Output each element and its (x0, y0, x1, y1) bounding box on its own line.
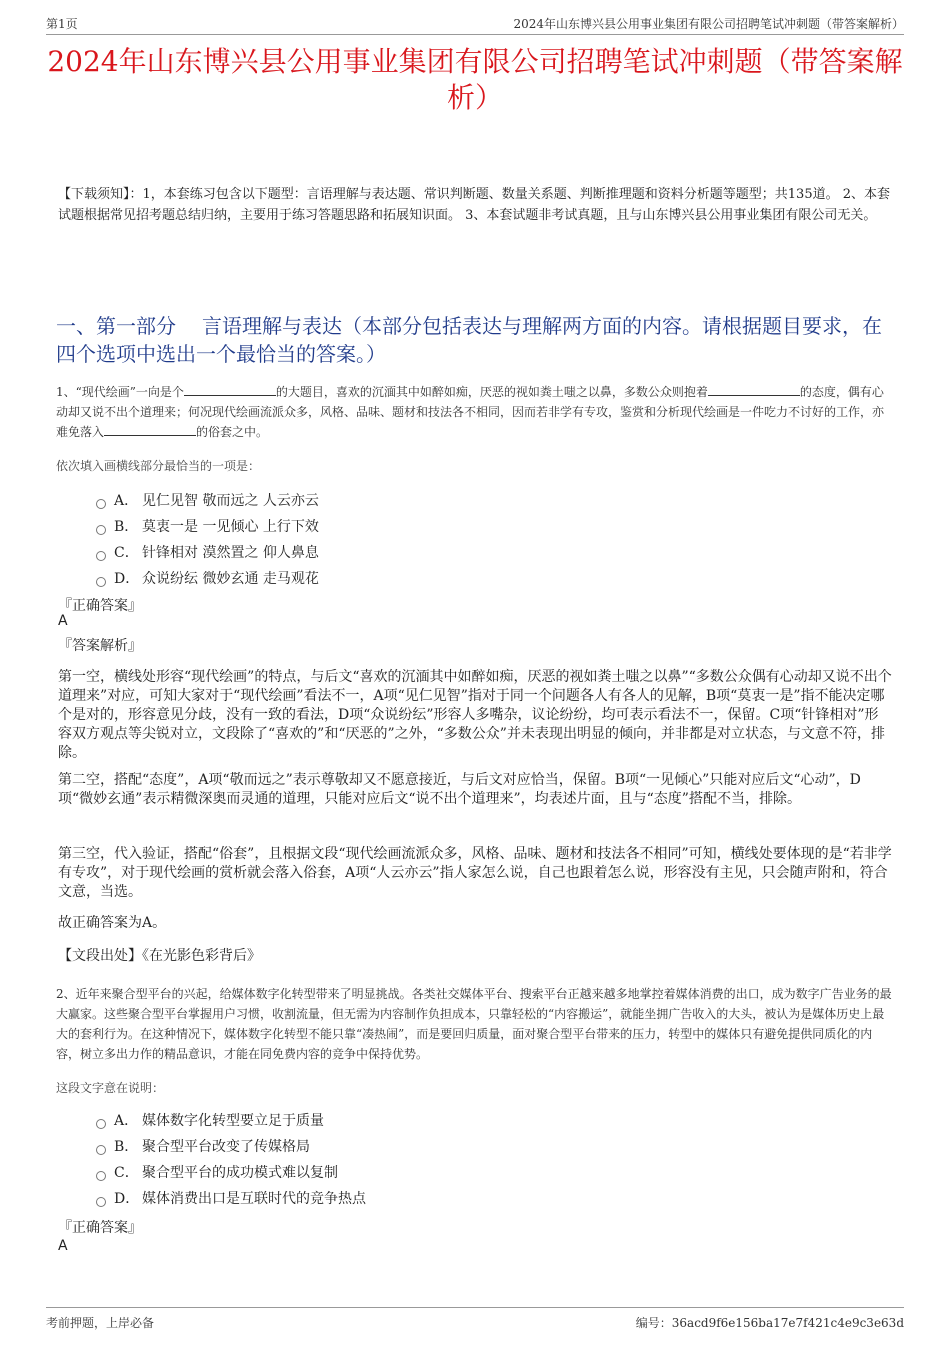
radio-icon[interactable] (96, 1171, 106, 1181)
blank-line (184, 383, 276, 396)
answer-value: A (58, 1238, 68, 1254)
source-line (58, 947, 892, 966)
q1-seg3: 的态度，偶有心动却又说不出个道理来；何况现代绘画流派众多，风格、品味、题材和技法各不相同，因而若非学有专攻，鉴赏和分析现代绘画是一件吃力不讨好的工作，亦难免落入 (56, 385, 885, 439)
source-title: 《在光影色彩背后》 (142, 948, 261, 964)
q1-seg2: 的大题目，喜欢的沉湎其中如醉如痴，厌恶的视如粪土嗤之以鼻，多数公众则抱着 (275, 385, 708, 399)
option-a[interactable]: A． 媒体数字化转型要立足于质量 (96, 1108, 366, 1134)
option-c[interactable]: C． 聚合型平台的成功模式难以复制 (96, 1160, 366, 1186)
q1-seg4: 的俗套之中。 (196, 425, 269, 439)
radio-icon[interactable] (96, 577, 106, 587)
option-b[interactable]: B． 聚合型平台改变了传媒格局 (96, 1134, 366, 1160)
radio-icon[interactable] (96, 1145, 106, 1155)
question-2-ask: 这段文字意在说明： (56, 1081, 165, 1095)
analysis-conclusion: 故正确答案为A。 (58, 915, 167, 931)
radio-icon[interactable] (96, 525, 106, 535)
header-doc-title: 2024年山东博兴县公用事业集团有限公司招聘笔试冲刺题（带答案解析） (513, 17, 904, 31)
radio-icon[interactable] (96, 499, 106, 509)
analysis-paragraph-2: 第二空，搭配“态度”，A项“敬而远之”表示尊敬却又不愿意接近，与后文对应恰当，保留。B项“一见倾心”只能对应后文“心动”，D项“微妙玄通”表示精微深奥而灵通的道理，只能对应后文“说不出个道理来”，均表述片面，且与“态度”搭配不当，排除。 (58, 772, 861, 807)
analysis-label: 『答案解析』 (58, 638, 142, 654)
answer-label: 『正确答案』 (58, 1220, 142, 1236)
footer-doc-id: 编号：36acd9f6e156ba17e7f421c4e9c3e63d (635, 1316, 904, 1330)
option-d[interactable]: D． 媒体消费出口是互联时代的竞争热点 (96, 1186, 366, 1212)
analysis-paragraph-1: 第一空，横线处形容“现代绘画”的特点，与后文“喜欢的沉湎其中如醉如痴，厌恶的视如粪土嗤之以鼻”“多数公众偶有心动却又说不出个道理来”对应，可知大家对于“现代绘画”看法不一，A项“见仁见智”指对于同一个问题各人有各人的见解，B项“莫衷一是”指不能决定哪个是对的，形容意见分歧，没有一致的看法，D项“众说纷纭”形容人多嘴杂，议论纷纷，均可表示看法不一，保留。C项“针锋相对”形容双方观点等尖锐对立，文段除了“喜欢的”和“厌恶的”之外，“多数公众”并未表现出明显的倾向，并非都是对立状态，与文意不符，排除。 (58, 669, 892, 761)
source-label: 【文段出处】 (58, 948, 142, 964)
question-1-stem (56, 382, 894, 442)
footer-slogan: 考前押题，上岸必备 (46, 1316, 155, 1330)
download-notice: 【下载须知】：1，本套练习包含以下题型：言语理解与表达题、常识判断题、数量关系题、判断推理题和资料分析题等题型；共135道。 2、本套试题根据常见招考题总结归纳，主要用于练习答题思路和拓展知识面。 3、本套试题非考试真题，且与山东博兴县公用事业集团有限公司无关。 (58, 187, 890, 223)
answer-value: A (58, 613, 68, 629)
option-b[interactable]: B． 莫衷一是 一见倾心 上行下效 (96, 514, 319, 540)
section-part: 一、第一部分 (56, 314, 176, 338)
q1-seg1: 1、“现代绘画”一向是个 (56, 385, 184, 399)
radio-icon[interactable] (96, 1197, 106, 1207)
radio-icon[interactable] (96, 551, 106, 561)
blank-line (104, 423, 196, 436)
page-footer (46, 1307, 904, 1328)
section-heading (56, 312, 894, 368)
option-d[interactable]: D． 众说纷纭 微妙玄通 走马观花 (96, 566, 319, 592)
analysis-paragraph-3: 第三空，代入验证，搭配“俗套”，且根据文段“现代绘画流派众多，风格、品味、题材和技法各不相同”可知，横线处要体现的是“若非学有专攻”，对于现代绘画的赏析就会落入俗套，A项“人云亦云”指人家怎么说，自己也跟着怎么说，形容没有主见，只会随声附和，符合文意，当选。 (58, 846, 892, 900)
question-2-options (96, 1108, 366, 1212)
option-a[interactable]: A． 见仁见智 敬而远之 人云亦云 (96, 488, 319, 514)
radio-icon[interactable] (96, 1119, 106, 1129)
question-2-stem: 2、近年来聚合型平台的兴起，给媒体数字化转型带来了明显挑战。各类社交媒体平台、搜索平台正越来越多地掌控着媒体消费的出口，成为数字广告业务的最大赢家。这些聚合型平台掌握用户习惯，收割流量，但无需为内容制作负担成本，只靠轻松的“内容搬运”，就能坐拥广告收入的大头，被认为是媒体历史上最大的套利行为。在这种情况下，媒体数字化转型不能只靠“凑热闹”，而是要回归质量，面对聚合型平台带来的压力，转型中的媒体只有避免提供同质化的内容，树立多出力作的精品意识，才能在同免费内容的竞争中保持优势。 (56, 987, 892, 1061)
option-c[interactable]: C． 针锋相对 漠然置之 仰人鼻息 (96, 540, 319, 566)
answer-label: 『正确答案』 (58, 598, 142, 614)
page-number: 第1页 (46, 17, 78, 31)
document-title: 2024年山东博兴县公用事业集团有限公司招聘笔试冲刺题（带答案解析） (47, 45, 903, 114)
question-1-options (96, 488, 319, 592)
section-text: 言语理解与表达（本部分包括表达与理解两方面的内容。请根据题目要求，在四个选项中选出一个最恰当的答案。） (56, 314, 882, 366)
page-header (46, 12, 904, 35)
question-1-ask: 依次填入画横线部分最恰当的一项是： (56, 459, 261, 473)
blank-line (708, 383, 800, 396)
